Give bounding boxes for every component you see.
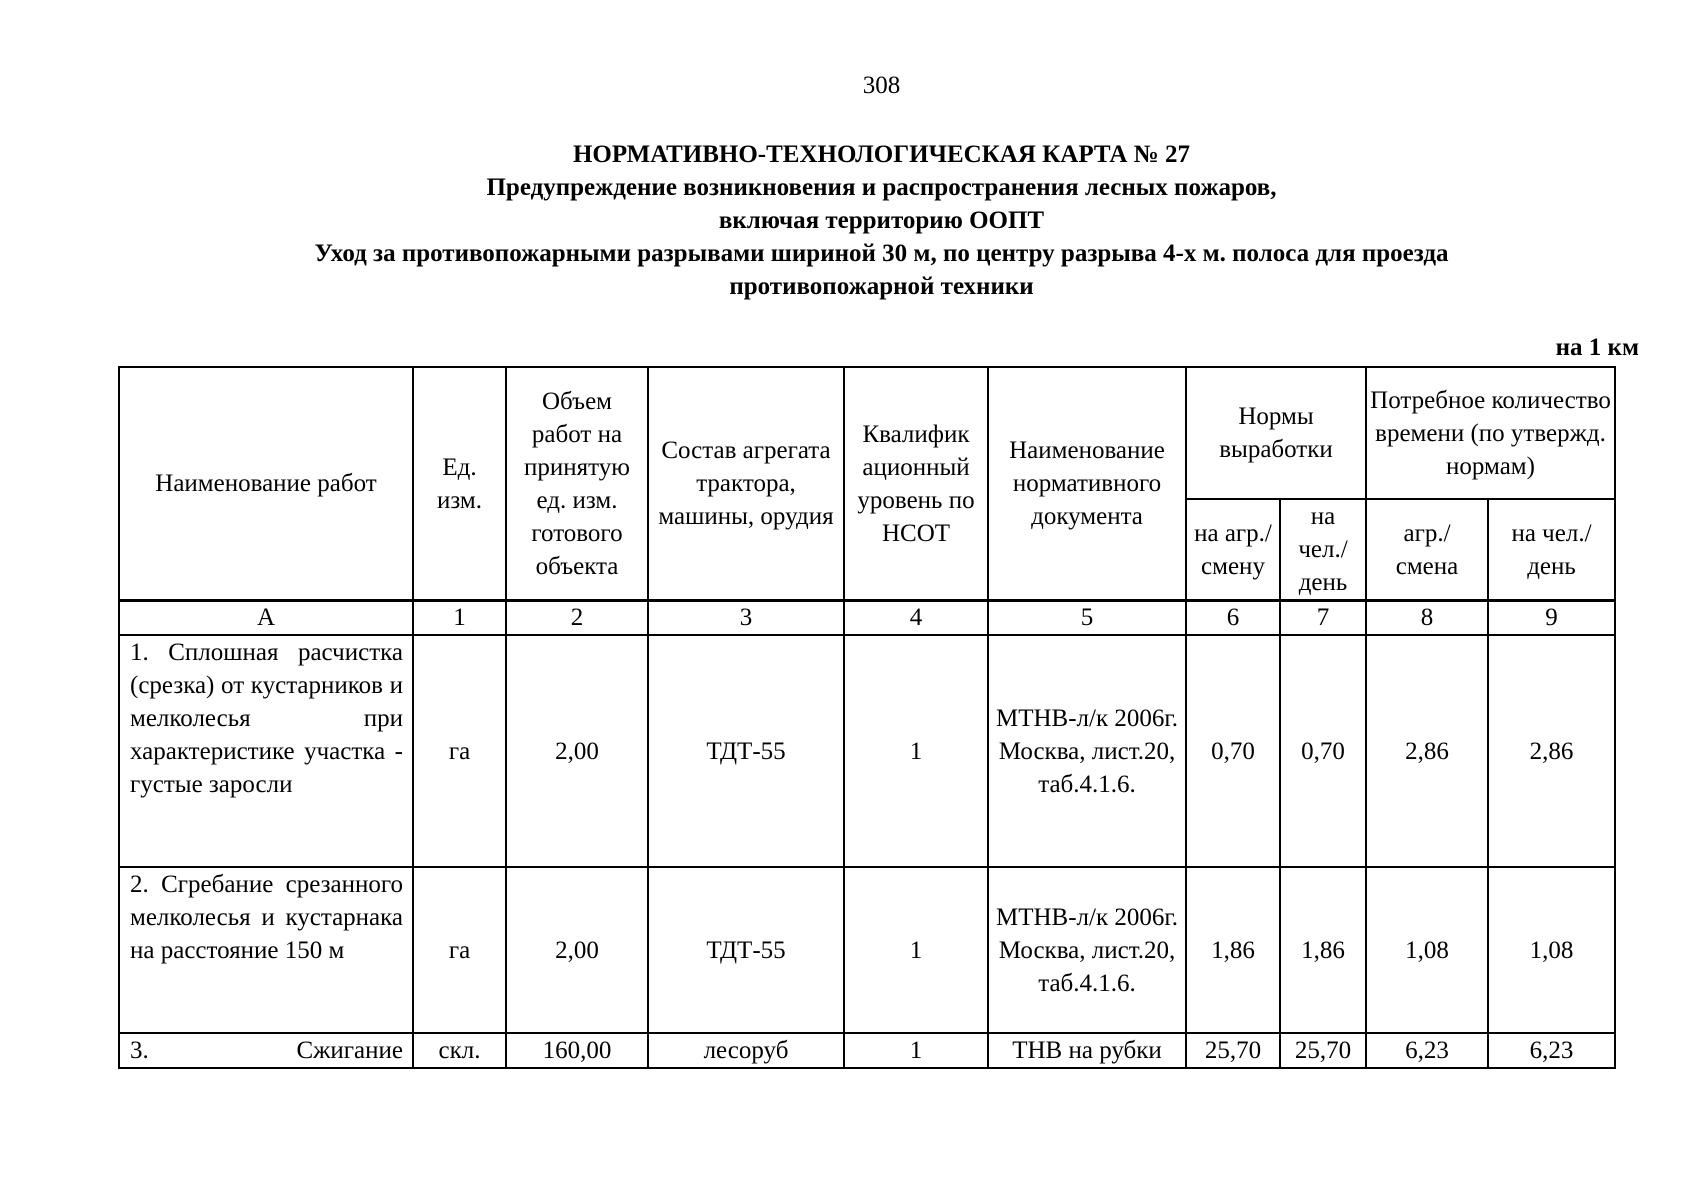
title-line-4: Уход за противопожарными разрывами шириной 30 м, по центру разрыва 4-х м. полоса для проезда	[314, 240, 1449, 267]
column-number: 8	[1366, 601, 1488, 636]
composition-cell: ТДТ-55	[648, 867, 844, 1033]
work-name-cell: 2. Сгребание срезанного мелколесья и кустарнака на расстояние 150 м	[119, 867, 413, 1033]
time-shift-cell: 1,08	[1366, 867, 1488, 1033]
qualification-cell: 1	[844, 635, 988, 867]
header-volume: Объем работ на принятую ед. изм. готового объекта	[506, 367, 648, 601]
unit-cell: га	[413, 635, 506, 867]
header-time-per-person-day: на чел./ день	[1488, 499, 1615, 601]
header-unit: Ед. изм.	[413, 367, 506, 601]
composition-cell: ТДТ-55	[648, 635, 844, 867]
title-line-2: Предупреждение возникновения и распространения лесных пожаров,	[486, 174, 1277, 201]
document-cell: ТНВ на рубки	[988, 1033, 1186, 1068]
unit-note: на 1 км	[1555, 334, 1639, 361]
table-row	[119, 1033, 1615, 1068]
unit-cell: скл.	[413, 1033, 506, 1068]
norm-shift-cell: 25,70	[1186, 1033, 1280, 1068]
table-row	[119, 635, 1615, 867]
column-number: 1	[413, 601, 506, 636]
column-number: 3	[648, 601, 844, 636]
title-line-5: противопожарной техники	[729, 273, 1034, 300]
header-work-name: Наименование работ	[119, 367, 413, 601]
time-day-cell: 2,86	[1488, 635, 1615, 867]
volume-cell: 2,00	[506, 635, 648, 867]
title-line-1: НОРМАТИВНО-ТЕХНОЛОГИЧЕСКАЯ КАРТА № 27	[572, 141, 1191, 168]
time-day-cell: 6,23	[1488, 1033, 1615, 1068]
document-cell: МТНВ-л/к 2006г. Москва, лист.20, таб.4.1.6.	[988, 867, 1186, 1033]
title-line-3: включая территорию ООПТ	[718, 207, 1045, 234]
norm-day-cell: 1,86	[1280, 867, 1366, 1033]
volume-cell: 160,00	[506, 1033, 648, 1068]
unit-cell: га	[413, 867, 506, 1033]
work-name-cell: 1. Сплошная расчистка (срезка) от кустарников и мелколесья при характеристике участка - густые заросли	[119, 635, 413, 867]
qualification-cell: 1	[844, 867, 988, 1033]
document-cell: МТНВ-л/к 2006г. Москва, лист.20, таб.4.1.6.	[988, 635, 1186, 867]
time-shift-cell: 2,86	[1366, 635, 1488, 867]
composition-cell: лесоруб	[648, 1033, 844, 1068]
qualification-cell: 1	[844, 1033, 988, 1068]
volume-cell: 2,00	[506, 867, 648, 1033]
column-number: 5	[988, 601, 1186, 636]
header-qualification: Квалифик ационный уровень по НСОТ	[844, 367, 988, 601]
column-number: 9	[1488, 601, 1615, 636]
header-time-group: Потребное количество времени (по утвержд. нормам)	[1366, 367, 1615, 499]
norm-shift-cell: 0,70	[1186, 635, 1280, 867]
header-document: Наименование нормативного документа	[988, 367, 1186, 601]
column-number: 4	[844, 601, 988, 636]
work-name-cell: 3. Сжигание	[119, 1033, 413, 1068]
header-norms-per-person-day: на чел./ день	[1280, 499, 1366, 601]
header-norms-group: Нормы выработки	[1186, 367, 1366, 499]
norm-day-cell: 0,70	[1280, 635, 1366, 867]
column-number: А	[119, 601, 413, 636]
norm-shift-cell: 1,86	[1186, 867, 1280, 1033]
norms-table	[118, 366, 1616, 1069]
column-number: 6	[1186, 601, 1280, 636]
column-number: 7	[1280, 601, 1366, 636]
header-composition: Состав агрегата трактора, машины, орудия	[648, 367, 844, 601]
time-day-cell: 1,08	[1488, 867, 1615, 1033]
column-number: 2	[506, 601, 648, 636]
document-title	[0, 138, 1697, 303]
norm-day-cell: 25,70	[1280, 1033, 1366, 1068]
header-norms-per-shift: на агр./ смену	[1186, 499, 1280, 601]
time-shift-cell: 6,23	[1366, 1033, 1488, 1068]
page-number: 308	[862, 72, 901, 99]
header-time-per-shift: агр./ смена	[1366, 499, 1488, 601]
table-row	[119, 867, 1615, 1033]
